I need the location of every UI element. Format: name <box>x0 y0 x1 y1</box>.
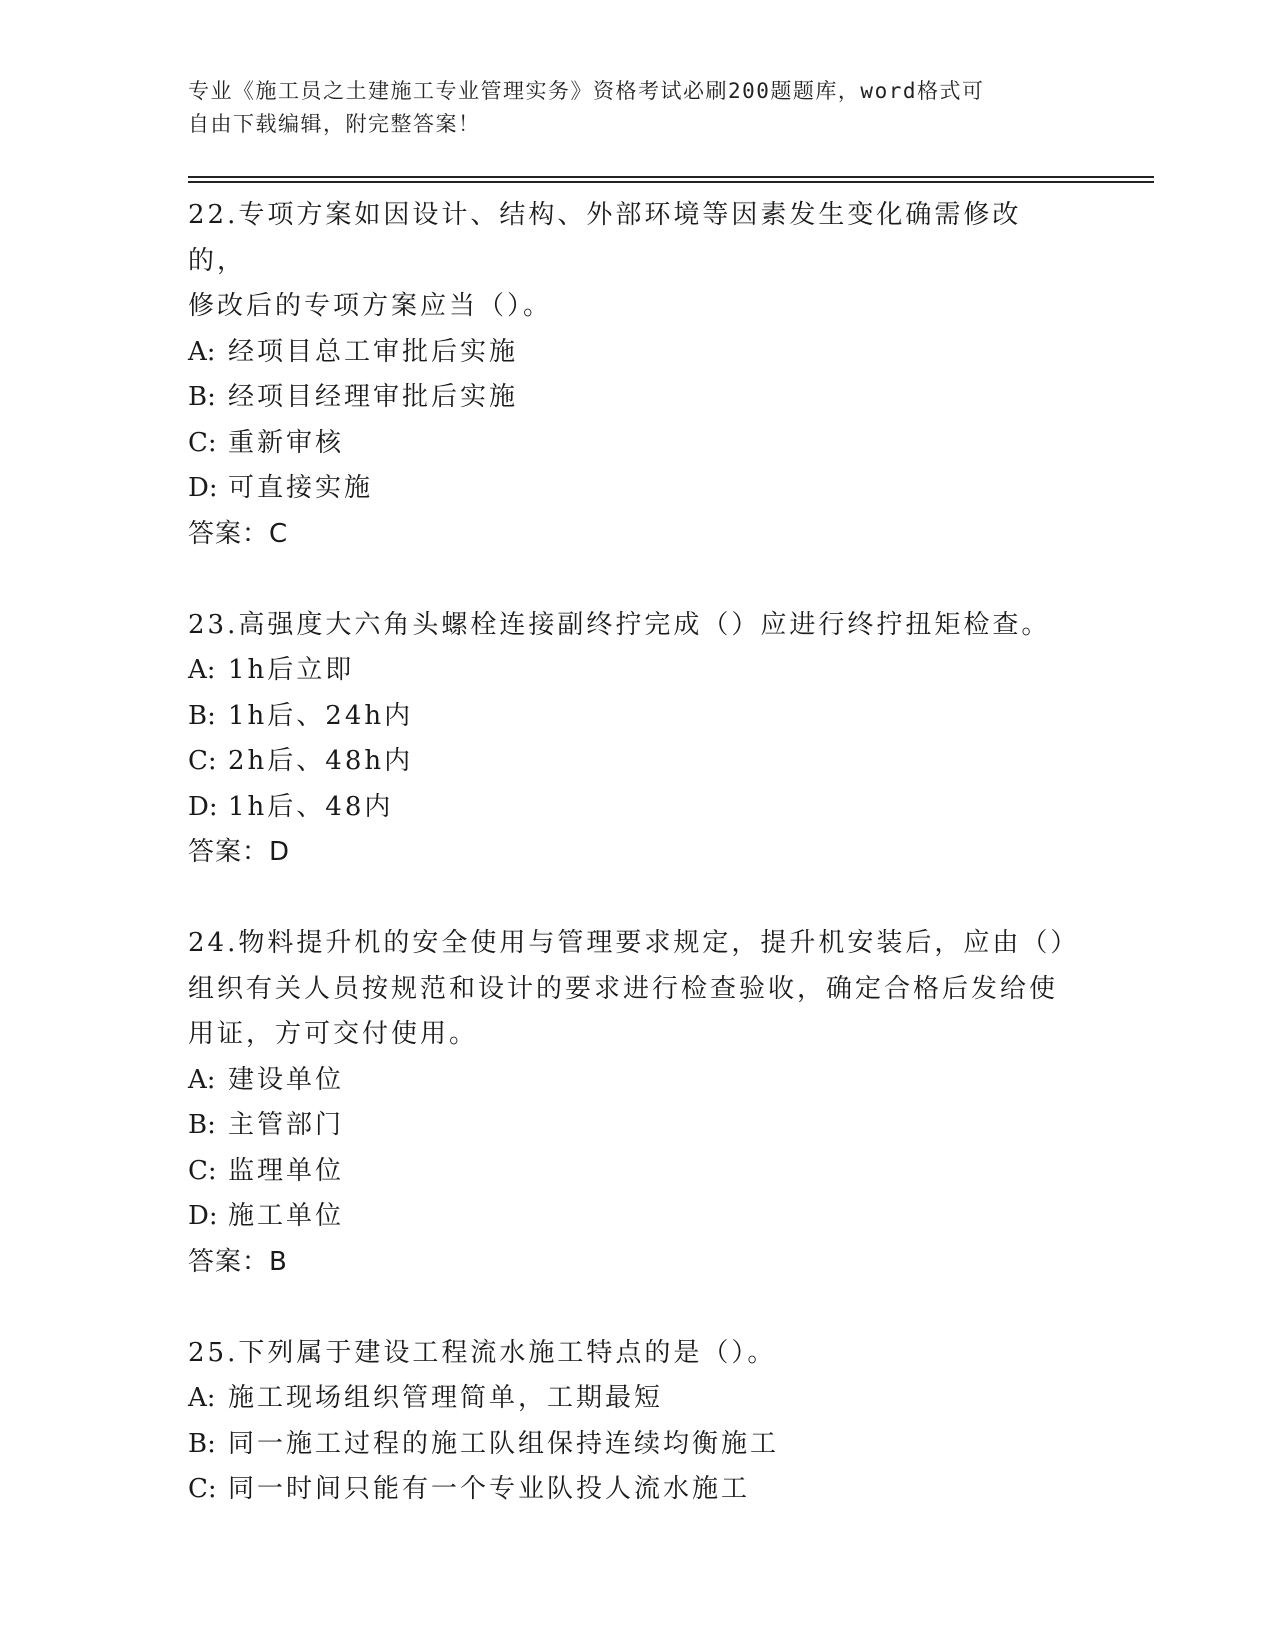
answer-line: 答案：B <box>188 1246 288 1277</box>
option-a <box>188 648 1068 694</box>
option-c <box>188 739 1068 785</box>
option-letter: D: <box>188 473 218 503</box>
spacer <box>188 557 1068 603</box>
option-letter: A: <box>188 1383 216 1413</box>
question-stem <box>188 193 1068 330</box>
answer-line: 答案：D <box>188 837 291 867</box>
option-letter: D: <box>188 791 218 822</box>
header-line-1: 专业《施工员之土建施工专业管理实务》资格考试必刷200题题库，word格式可 <box>188 79 985 103</box>
question-stem-line: 25.下列属于建设工程流水施工特点的是（）。 <box>188 1337 777 1368</box>
option-a <box>188 1376 1068 1422</box>
question-stem <box>188 603 1068 649</box>
option-text: 1h后立即 <box>228 655 355 685</box>
option-letter: A: <box>188 1064 216 1095</box>
option-letter: D: <box>188 1201 218 1231</box>
header-divider-bottom <box>188 181 1154 183</box>
question-stem-line: 22.专项方案如因设计、结构、外部环境等因素发生变化确需修改的， <box>188 200 1022 276</box>
header-divider-top <box>188 176 1154 178</box>
answer-line: 答案：C <box>188 518 289 549</box>
question-stem-line: 24.物料提升机的安全使用与管理要求规定，提升机安装后，应由（） <box>188 928 1080 958</box>
option-text: 施工单位 <box>228 1201 345 1231</box>
spacer <box>188 876 1068 922</box>
option-text: 经项目经理审批后实施 <box>228 382 519 412</box>
question-stem-line: 用证，方可交付使用。 <box>188 1019 479 1049</box>
option-text: 施工现场组织管理简单，工期最短 <box>228 1383 664 1413</box>
option-text: 监理单位 <box>228 1155 345 1186</box>
document-header <box>188 75 1068 141</box>
question-25 <box>188 1331 1068 1513</box>
option-letter: B: <box>188 700 216 731</box>
option-a <box>188 1058 1068 1104</box>
question-stem-line: 23.高强度大六角头螺栓连接副终拧完成（）应进行终拧扭矩检查。 <box>188 609 1051 640</box>
option-a <box>188 330 1068 376</box>
option-letter: A: <box>188 336 216 367</box>
option-letter: C: <box>188 1474 217 1504</box>
question-stem <box>188 1331 1068 1377</box>
option-letter: C: <box>188 427 217 458</box>
option-text: 经项目总工审批后实施 <box>228 336 519 367</box>
option-text: 重新审核 <box>228 427 345 458</box>
question-22 <box>188 193 1068 557</box>
question-stem <box>188 921 1080 1058</box>
question-23 <box>188 603 1068 876</box>
option-c <box>188 1467 1068 1513</box>
option-c <box>188 1149 1068 1195</box>
option-text: 同一时间只能有一个专业队投人流水施工 <box>228 1474 751 1504</box>
option-text: 2h后、48h内 <box>228 746 414 776</box>
question-list <box>188 193 1080 1513</box>
question-stem-line: 组织有关人员按规范和设计的要求进行检查验收，确定合格后发给使 <box>188 973 1059 1004</box>
option-text: 建设单位 <box>228 1064 345 1095</box>
option-b <box>188 1103 1068 1149</box>
option-text: 同一施工过程的施工队组保持连续均衡施工 <box>228 1428 780 1459</box>
option-text: 1h后、24h内 <box>228 700 414 731</box>
header-line-2: 自由下载编辑，附完整答案！ <box>188 112 481 136</box>
option-letter: B: <box>188 382 216 412</box>
question-24 <box>188 921 1080 1285</box>
option-c <box>188 421 1068 467</box>
option-letter: B: <box>188 1110 216 1140</box>
option-b <box>188 375 1068 421</box>
option-letter: B: <box>188 1428 216 1459</box>
option-text: 可直接实施 <box>228 473 374 503</box>
option-b <box>188 1422 1068 1468</box>
option-text: 主管部门 <box>228 1110 345 1140</box>
option-d <box>188 466 1068 512</box>
option-d <box>188 785 1068 831</box>
option-letter: C: <box>188 1155 217 1186</box>
spacer <box>188 1285 1068 1331</box>
option-d <box>188 1194 1068 1240</box>
question-stem-line: 修改后的专项方案应当（）。 <box>188 291 553 321</box>
option-text: 1h后、48内 <box>228 791 394 822</box>
option-letter: A: <box>188 655 216 685</box>
option-b <box>188 694 1068 740</box>
option-letter: C: <box>188 746 217 776</box>
